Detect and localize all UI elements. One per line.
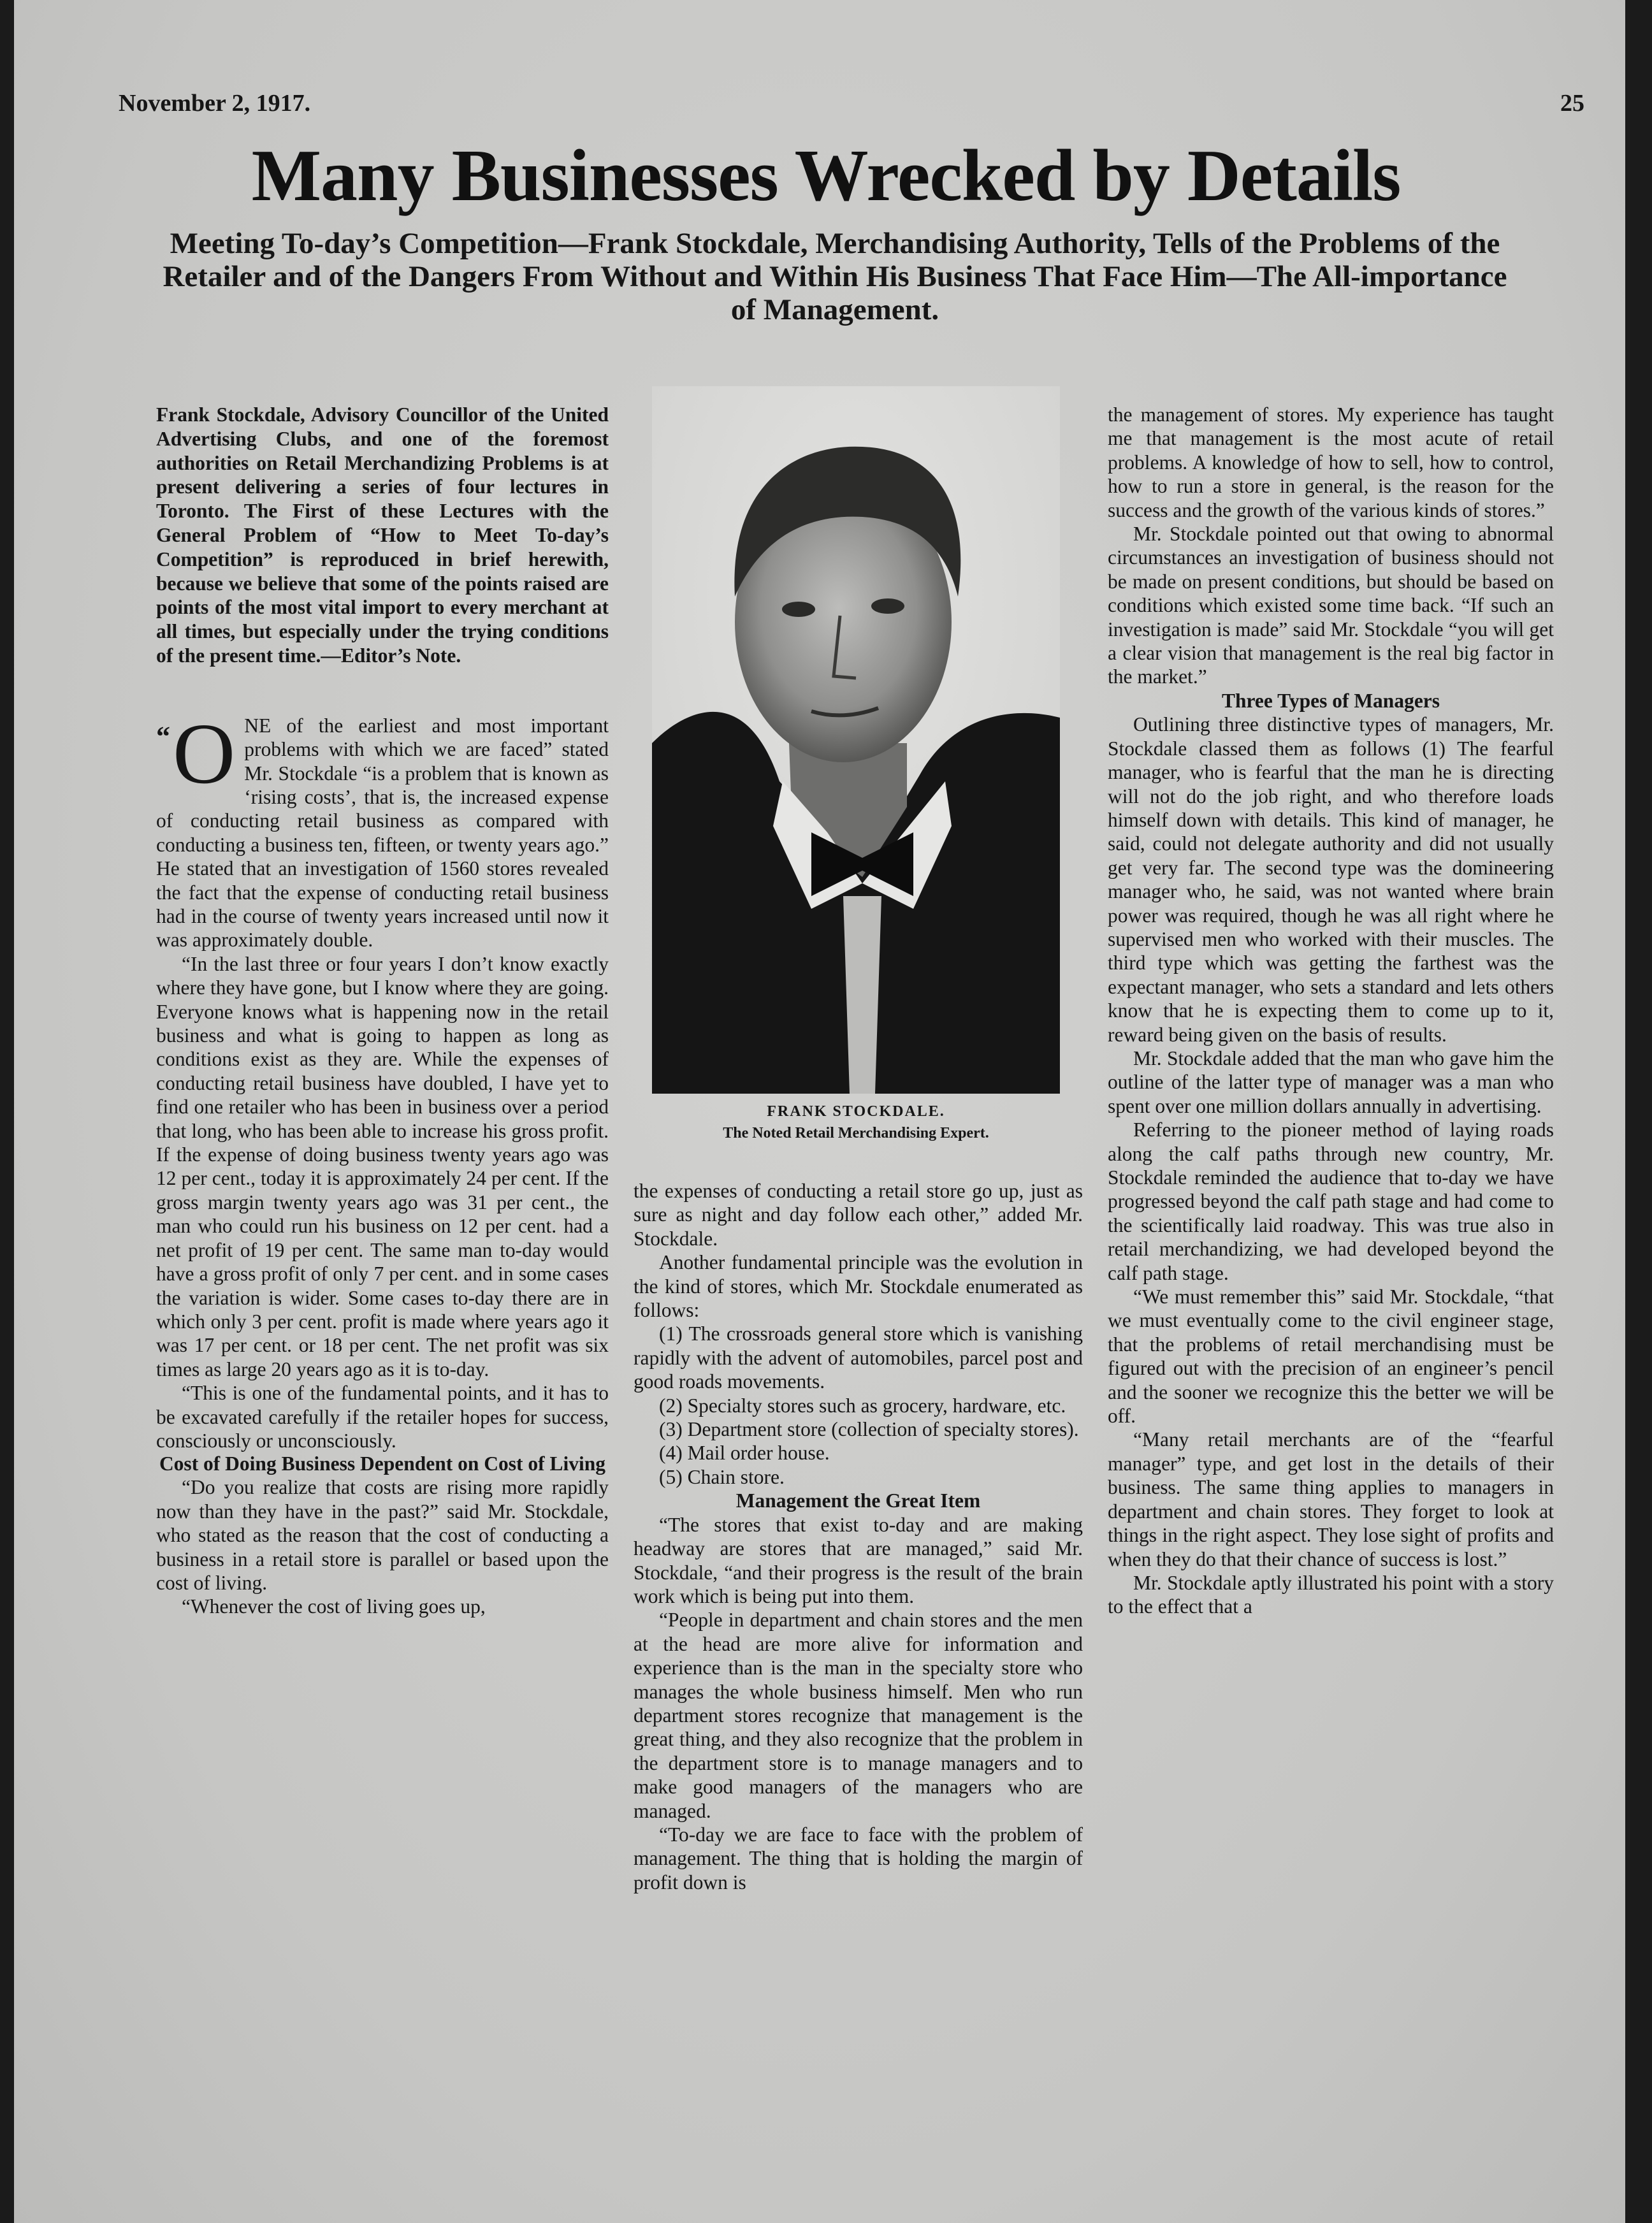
portrait-photo (652, 386, 1060, 1094)
paragraph: “Do you realize that costs are rising more rapidly now than they have in the past?” said Mr. Stockdale, who stated as the reason that the cost of conducting a business in a retail store is parallel or based upon the cost of living. (156, 1476, 609, 1594)
store-types-list (634, 1322, 1083, 1489)
paragraph: “This is one of the fundamental points, and it has to be excavated carefully if the retailer hopes for success, consciously or unconsciously. (156, 1382, 609, 1452)
paragraph: “We must remember this” said Mr. Stockdale, “that we must eventually come to the civil engineer stage, that the problems of retail merchandising must be figured out with the precision of an engineer’s pencil and the sooner we recognize this the better we will be off. (1108, 1285, 1554, 1428)
article-subheadline: Meeting To-day’s Competition—Frank Stockdale, Merchandising Authority, Tells of the Problems of the Retailer and of the Dangers From Without and Within His Business That Face Him—The All-importance of Management. (163, 227, 1507, 326)
paragraph: Another fundamental principle was the evolution in the kind of stores, which Mr. Stockdale enumerated as follows: (634, 1251, 1083, 1322)
column-middle (634, 1179, 1083, 1894)
section-heading-three-types: Three Types of Managers (1221, 689, 1440, 712)
paragraph: the expenses of conducting a retail store go up, just as sure as night and day follow each other,” added Mr. Stockdale. (634, 1180, 1083, 1250)
issue-date: November 2, 1917. (119, 90, 311, 117)
drop-cap: O (173, 706, 236, 802)
article-headline: Many Businesses Wrecked by Details (251, 135, 1401, 217)
opening-quote-mark: “ (156, 720, 170, 752)
lead-paragraph-text: NE of the earliest and most important problems with which we are faced” stated Mr. Stockdale “is a problem that is known as ‘rising costs’, that is, the increased expense of conducting retail business as compared with conducting a business ten, fifteen, or twenty years ago.” He stated that an investigation of 1560 stores revealed the fact that the expense of conducting retail business had in the course of twenty years increased until now it was approximately double. (156, 714, 609, 952)
paragraph: Mr. Stockdale added that the man who gave him the outline of the latter type of manager was a man who spent over one million dollars annually in advertising. (1108, 1046, 1554, 1117)
paragraph: Mr. Stockdale aptly illustrated his point with a story to the effect that a (1108, 1571, 1554, 1618)
paragraph: the management of stores. My experience has taught me that management is the most acute of retail problems. A knowledge of how to sell, how to control, how to run a store in general, is the reason for the success and the growth of the various kinds of stores.” (1108, 403, 1554, 521)
paragraph: “In the last three or four years I don’t know exactly where they have gone, but I know where they are going. Everyone knows what is happening now in the retail business and what is going to happen as long as conditions exist as they are. While the expenses of conducting retail business have doubled, I have yet to find one retailer who has been in business over a period that long, who has been able to increase his gross profit. If the expense of doing business twenty years ago was 12 per cent., today it is approximately 24 per cent. If the gross margin twenty years ago was 31 per cent., the man who could run his business on 12 per cent. had a net profit of 19 per cent. The same man to-day would have a gross profit of only 7 per cent. and in some cases the variation is wider. Some cases to-day there are in which only 3 per cent. profit is made where years ago it was 17 per cent. or 18 per cent. The net profit was six times as large 20 years ago as it is to-day. (156, 952, 609, 1380)
column-left (156, 403, 609, 1619)
photo-caption (652, 1101, 1060, 1144)
lead-paragraph (156, 706, 609, 952)
column-right (1108, 403, 1554, 1619)
section-heading-management: Management the Great Item (735, 1489, 981, 1512)
paragraph: “Many retail merchants are of the “fearful manager” type, and get lost in the details of their business. The same thing applies to managers in department and chain stores. They forget to look at things in the right aspect. They lose sight of profits and when they do that their chance of success is lost.” (1108, 1428, 1554, 1570)
page-number: 25 (1560, 90, 1584, 117)
list-item: (3) Department store (collection of specialty stores). (659, 1418, 1079, 1441)
paragraph: “People in department and chain stores and the men at the head are more alive for information and experience than is the man in the specialty store who manages the whole business himself. Men who run department stores recognize that management is the great thing, and they also recognize that the problem in the department store is to manage managers and to make good managers of the managers who are managed. (634, 1609, 1083, 1822)
list-item: (2) Specialty stores such as grocery, hardware, etc. (659, 1394, 1066, 1417)
paragraph: Outlining three distinctive types of managers, Mr. Stockdale classed them as follows (1) The fearful manager, who is fearful that the man he is directing will not do the job right, and who therefore loads himself down with details. This kind of manager, he said, could not delegate authority and did not usually get very far. The second type was the domineering manager who, he said, was not wanted where brain power was required, though he was all right where he supervised men who worked with their muscles. The third type which was getting the farthest was the expectant manager, who sets a standard and lets others know that he is expecting them to come up to it, reward being given on the basis of results. (1108, 713, 1554, 1046)
paragraph: “To-day we are face to face with the problem of management. The thing that is holding the margin of profit down is (634, 1823, 1083, 1894)
list-item: (4) Mail order house. (659, 1442, 830, 1465)
list-item: (5) Chain store. (659, 1465, 785, 1488)
list-item: (1) The crossroads general store which is vanishing rapidly with the advent of automobiles, parcel post and good roads movements. (634, 1322, 1083, 1393)
editors-note: Frank Stockdale, Advisory Councillor of the United Advertising Clubs, and one of the foremost authorities on Retail Merchandizing Problems is at present delivering a series of four lectures in Toronto. The First of these Lectures with the General Problem of “How to Meet To-day’s Competition” is reproduced in brief herewith, because we believe that some of the points raised are points of the most vital import to every merchant at all times, but especially under the trying conditions of the present time.—Editor’s Note. (156, 403, 609, 667)
section-heading-cost-of-living: Cost of Doing Business Dependent on Cost of Living (159, 1452, 606, 1475)
caption-description: The Noted Retail Merchandising Expert. (723, 1125, 989, 1141)
paragraph: “The stores that exist to-day and are making headway are stores that are managed,” said Mr. Stockdale, “and their progress is the result of the brain work which is being put into them. (634, 1513, 1083, 1607)
caption-name: FRANK STOCKDALE. (767, 1103, 945, 1120)
paragraph: “Whenever the cost of living goes up, (182, 1595, 486, 1618)
portrait-image (652, 386, 1060, 1094)
paragraph: Referring to the pioneer method of laying roads along the calf paths through new country, Mr. Stockdale reminded the audience that to-day we have progressed beyond the calf path stage and had come to the scientifically laid roadway. This was true also in retail merchandizing, we had developed beyond the calf path stage. (1108, 1119, 1554, 1284)
paragraph: Mr. Stockdale pointed out that owing to abnormal circumstances an investigation of business should not be made on present conditions, but should be based on conditions which existed some time back. “If such an investigation is made” said Mr. Stockdale “you will get a clear vision that management is the real big factor in the market.” (1108, 523, 1554, 688)
